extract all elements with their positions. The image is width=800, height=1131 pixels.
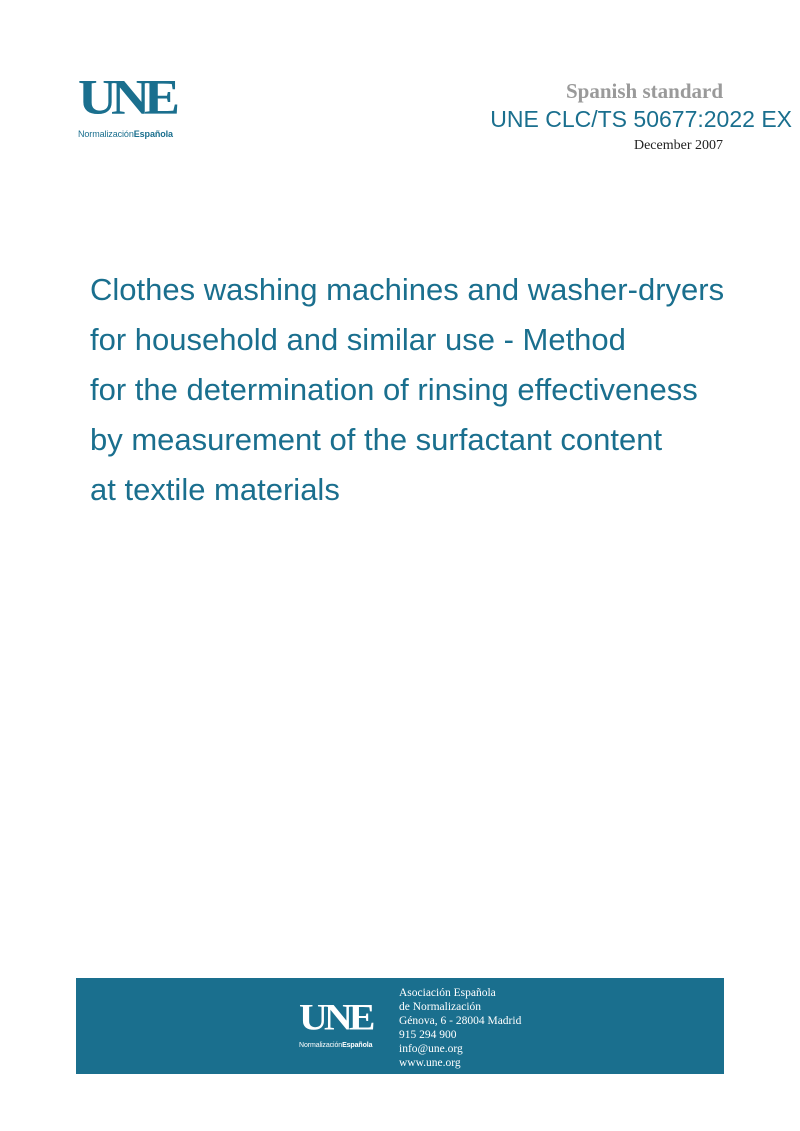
logo-wordmark: UNE <box>78 69 175 125</box>
title-line-2: for household and similar use - Method <box>90 322 626 357</box>
logo-subtitle-bold: Española <box>133 129 173 139</box>
title-line-3: for the determination of rinsing effectiveness <box>90 372 698 407</box>
title-line-4: by measurement of the surfactant content <box>90 422 663 457</box>
standard-code: UNE CLC/TS 50677:2022 EX <box>490 106 792 132</box>
footer-une-logo <box>299 996 373 1051</box>
footer-band <box>76 978 724 1074</box>
standard-header <box>490 78 792 156</box>
document-title <box>90 265 790 515</box>
standard-label: Spanish standard <box>566 79 723 103</box>
organization-website[interactable]: www.une.org <box>399 1057 461 1069</box>
standard-date: December 2007 <box>633 138 723 153</box>
title-line-1: Clothes washing machines and washer-dryers <box>90 272 725 307</box>
footer-logo-subtitle-bold: Española <box>342 1042 373 1049</box>
organization-address: Génova, 6 - 28004 Madrid <box>399 1015 522 1027</box>
footer-logo-subtitle <box>299 1041 372 1051</box>
footer-logo-subtitle-regular: Normalización <box>299 1042 343 1049</box>
logo-subtitle <box>78 128 196 140</box>
organization-name-line1: Asociación Española <box>399 987 496 999</box>
title-line-5: at textile materials <box>90 472 340 507</box>
organization-name-line2: de Normalización <box>399 1001 482 1013</box>
footer-logo-wordmark: UNE <box>299 996 372 1038</box>
organization-email[interactable]: info@une.org <box>399 1043 463 1055</box>
une-logo <box>78 69 196 140</box>
organization-phone: 915 294 900 <box>399 1029 457 1041</box>
footer-contact-info <box>399 986 521 1070</box>
logo-subtitle-regular: Normalización <box>78 129 134 139</box>
